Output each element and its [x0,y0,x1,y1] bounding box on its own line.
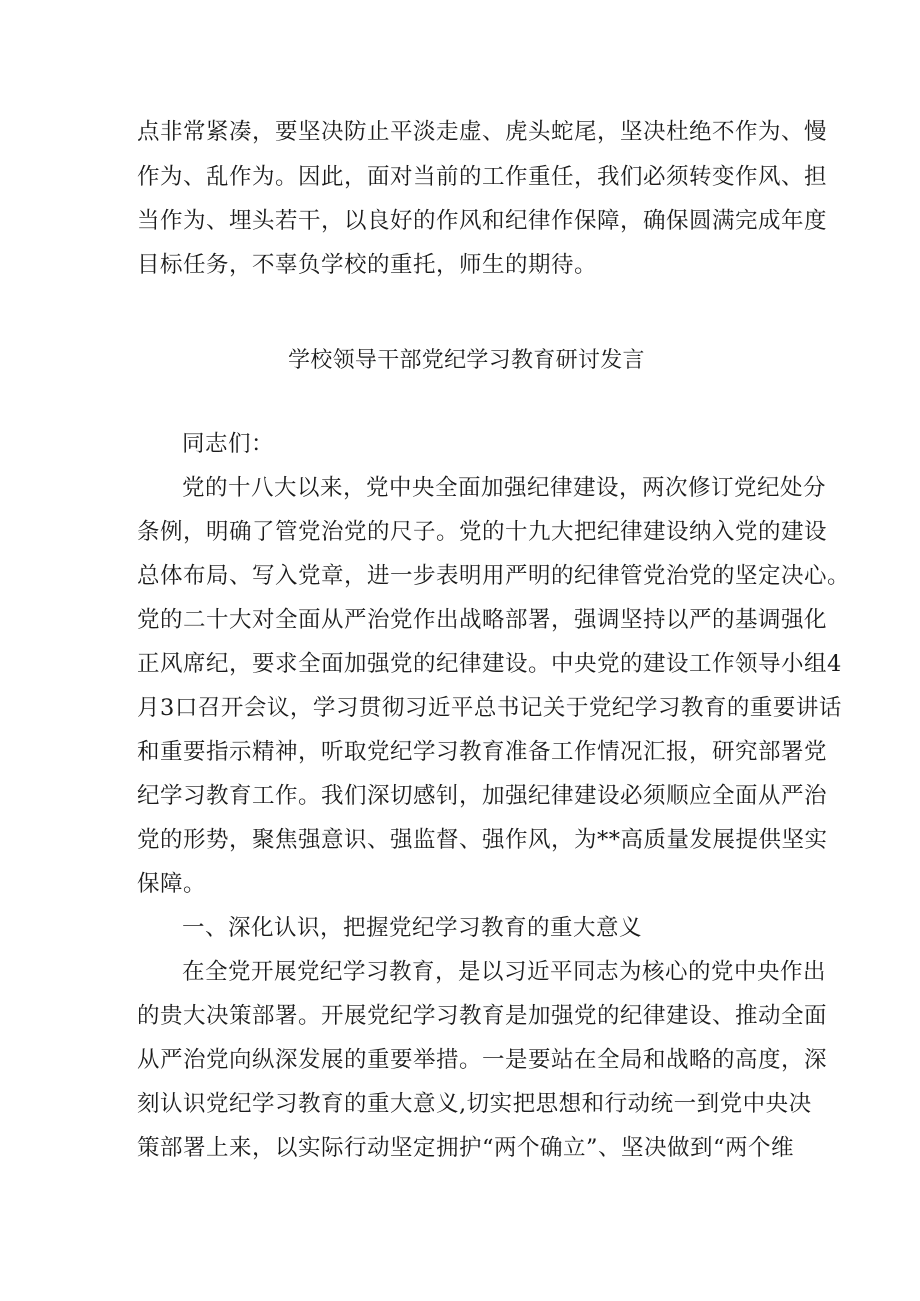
intro-line-4: 目标任务，不辜负学校的重托，师生的期待。 [137,252,598,278]
para1-line-7: 和重要指示精神，听取党纪学习教育准备工作情况汇报，研究部署党 [137,739,828,765]
para1-line-2: 条例，明确了管党治党的尺子。党的十九大把纪律建设纳入党的建设 [137,519,828,545]
para1-line-8: 纪学习教育工作。我们深切感钊，加强纪律建设必须顺应全面从严治 [137,783,828,809]
intro-line-3: 当作为、埋头若干，以良好的作风和纪律作保障，确保圆满完成年度 [137,208,828,234]
para1-line-3: 总体布局、写入党章，进一步表明用严明的纪律管党治党的坚定决心。 [137,563,851,589]
para1-line-5: 正风席纪，要求全面加强党的纪律建设。中央党的建设工作领导小组4 [137,651,842,677]
intro-line-2: 作为、乱作为。因此，面对当前的工作重任，我们必须转变作风、担 [137,164,828,190]
para2-line-2: 的贵大决策部署。开展党纪学习教育是加强党的纪律建设、推动全面 [137,1003,828,1029]
para1-line-6: 月3口召开会议，学习贯彻习近平总书记关于党纪学习教育的重要讲话 [137,695,842,721]
salutation: 同志们： [182,431,275,457]
para2-line-1: 在全党开展党纪学习教育，是以习近平同志为核心的党中央作出 [182,959,827,985]
para1-line-1: 党的十八大以来，党中央全面加强纪律建设，两次修订党纪处分 [182,475,827,501]
para2-line-4: 刻认识党纪学习教育的重大意义,切实把思想和行动统一到党中央决 [137,1091,812,1117]
intro-line-1: 点非常紧凑，要坚决防止平淡走虚、虎头蛇尾，坚决杜绝不作为、慢 [137,119,828,145]
para1-line-10: 保障。 [137,871,207,897]
document-title: 学校领导干部党纪学习教育研讨发言 [288,348,645,373]
section-heading-1: 一、深化认识，把握党纪学习教育的重大意义 [182,915,643,941]
para2-line-3: 从严治党向纵深发展的重要举措。一是要站在全局和战略的高度，深 [137,1047,828,1073]
para1-line-9: 党的形势，聚焦强意识、强监督、强作风，为**高质量发展提供坚实 [137,827,828,853]
para2-line-5: 策部署上来，以实际行动坚定拥护“两个确立”、坚决做到“两个维 [137,1135,795,1161]
para1-line-4: 党的二十大对全面从严治党作出战略部署，强调坚持以严的基调强化 [137,607,828,633]
